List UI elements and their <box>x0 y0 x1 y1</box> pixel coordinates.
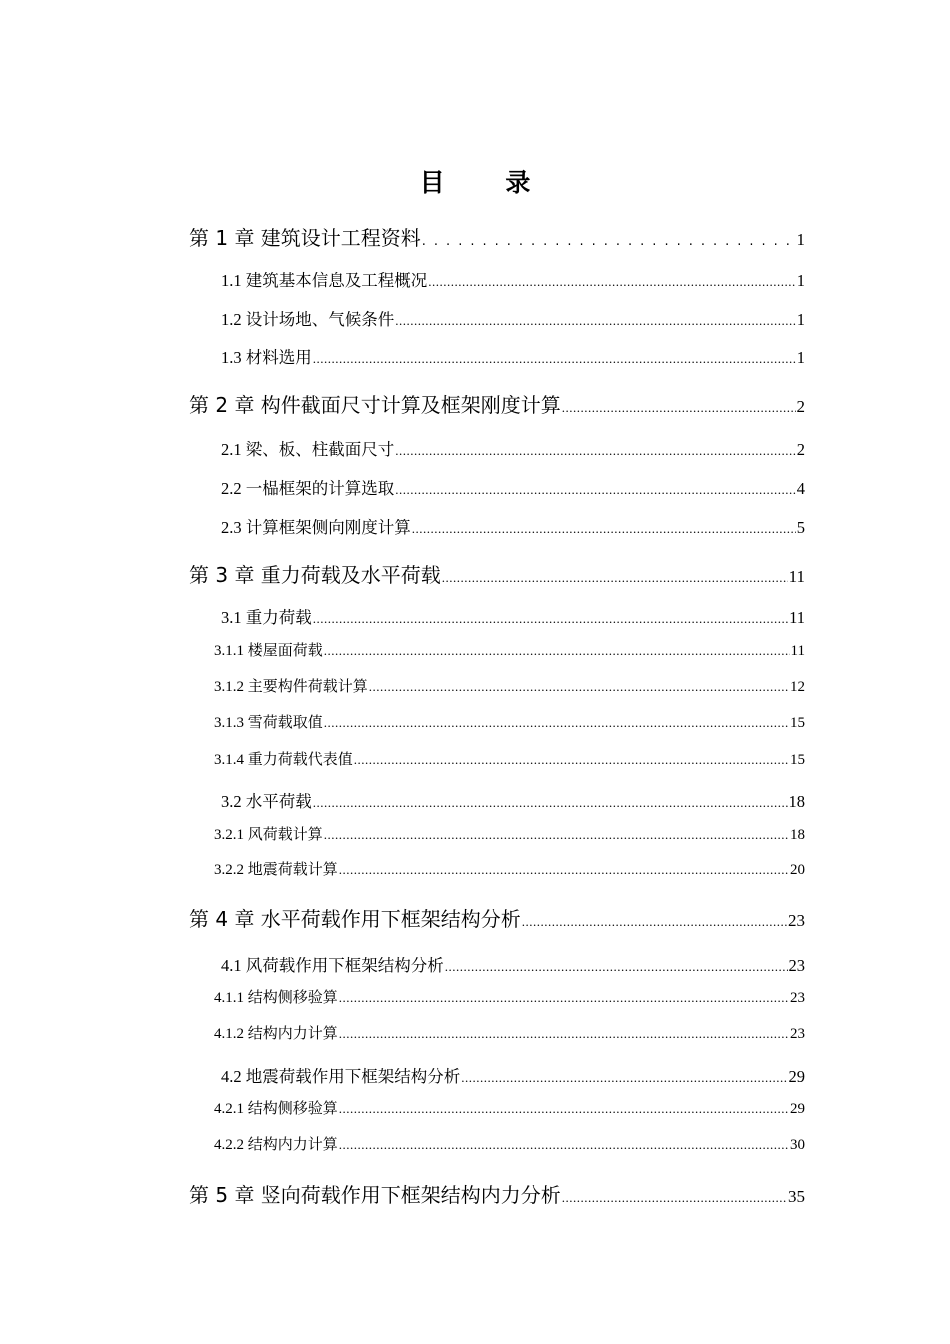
dot-leader <box>339 1137 789 1153</box>
dot-leader <box>395 443 796 459</box>
toc-entry-label: 3.1.4 重力荷载代表值 <box>214 752 353 768</box>
toc-entry-subsection[interactable] <box>214 1097 805 1118</box>
toc-entry-page-number: 1 <box>796 348 805 367</box>
toc-entry-chapter[interactable] <box>189 389 805 418</box>
toc-entry-page-number: 23 <box>790 1026 805 1042</box>
dot-leader <box>339 1101 789 1117</box>
toc-entry-chapter[interactable] <box>189 222 805 251</box>
dot-leader <box>369 679 789 695</box>
toc-entry-page-number: 2 <box>796 440 805 459</box>
dot-leader <box>313 795 788 811</box>
toc-entry-label: 3.1.3 雪荷载取值 <box>214 715 323 731</box>
dot-leader <box>313 351 796 367</box>
toc-entry-subsection[interactable] <box>214 823 805 844</box>
dot-leader <box>562 1190 787 1206</box>
toc-entry-page-number: 35 <box>788 1187 805 1206</box>
dot-leader <box>428 274 796 290</box>
toc-entry-section[interactable] <box>221 952 805 976</box>
toc-entry-label: 3.1.2 主要构件荷载计算 <box>214 679 368 695</box>
toc-entry-label: 第 1 章 建筑设计工程资料 <box>189 226 421 250</box>
toc-entry-page-number: 11 <box>788 567 805 586</box>
toc-entry-page-number: 1 <box>796 310 805 329</box>
toc-entry-label: 3.1.1 楼屋面荷载 <box>214 643 323 659</box>
toc-entry-page-number: 23 <box>788 911 805 930</box>
dot-leader <box>339 990 789 1006</box>
dot-leader <box>395 313 796 329</box>
toc-entry-label: 第 5 章 竖向荷载作用下框架结构内力分析 <box>189 1183 561 1207</box>
toc-entry-label: 1.1 建筑基本信息及工程概况 <box>221 271 428 290</box>
dot-leader <box>324 715 789 731</box>
toc-entry-label: 4.2 地震荷载作用下框架结构分析 <box>221 1067 461 1086</box>
toc-entry-section[interactable] <box>221 788 805 812</box>
toc-entry-section[interactable] <box>221 344 805 368</box>
dot-leader <box>562 400 796 416</box>
toc-entry-subsection[interactable] <box>214 986 805 1007</box>
dot-leader <box>313 611 788 627</box>
toc-entry-label: 4.1.1 结构侧移验算 <box>214 990 338 1006</box>
dot-leader <box>422 234 796 249</box>
toc-entry-section[interactable] <box>221 475 805 499</box>
dot-leader <box>354 752 789 768</box>
dot-leader <box>339 1026 789 1042</box>
toc-entry-section[interactable] <box>221 604 805 628</box>
dot-leader <box>324 827 789 843</box>
toc-entry-page-number: 11 <box>789 608 805 627</box>
toc-entry-page-number: 30 <box>790 1137 805 1153</box>
dot-leader <box>442 570 788 586</box>
toc-entry-page-number: 20 <box>790 862 805 878</box>
toc-entry-label: 3.1 重力荷载 <box>221 608 312 627</box>
toc-entry-label: 1.3 材料选用 <box>221 348 312 367</box>
toc-entry-label: 2.1 梁、板、柱截面尺寸 <box>221 440 395 459</box>
dot-leader <box>395 482 796 498</box>
toc-entry-label: 3.2.2 地震荷载计算 <box>214 862 338 878</box>
toc-entry-label: 4.2.2 结构内力计算 <box>214 1137 338 1153</box>
toc-entry-subsection[interactable] <box>214 1022 805 1043</box>
toc-entry-page-number: 23 <box>788 956 805 975</box>
toc-entry-label: 4.2.1 结构侧移验算 <box>214 1101 338 1117</box>
toc-entry-page-number: 4 <box>796 479 805 498</box>
toc-entry-label: 1.2 设计场地、气候条件 <box>221 310 395 329</box>
toc-entry-page-number: 1 <box>796 230 805 249</box>
toc-entry-section[interactable] <box>221 306 805 330</box>
toc-entry-subsection[interactable] <box>214 1133 805 1154</box>
toc-entry-chapter[interactable] <box>189 1179 805 1208</box>
dot-leader <box>412 521 796 537</box>
toc-entry-label: 3.2.1 风荷载计算 <box>214 827 323 843</box>
dot-leader <box>522 914 787 930</box>
toc-entry-label: 第 3 章 重力荷载及水平荷载 <box>189 563 441 587</box>
dot-leader <box>445 959 788 975</box>
toc-entry-subsection[interactable] <box>214 639 805 660</box>
toc-entry-page-number: 18 <box>790 827 805 843</box>
toc-entry-page-number: 29 <box>790 1101 805 1117</box>
toc-entry-label: 第 2 章 构件截面尺寸计算及框架刚度计算 <box>189 393 561 417</box>
dot-leader <box>461 1070 787 1086</box>
toc-entry-section[interactable] <box>221 436 805 460</box>
toc-entry-label: 2.2 一榀框架的计算选取 <box>221 479 395 498</box>
toc-entry-label: 3.2 水平荷载 <box>221 792 312 811</box>
toc-entry-label: 4.1 风荷载作用下框架结构分析 <box>221 956 444 975</box>
toc-entry-subsection[interactable] <box>214 748 805 769</box>
toc-entry-section[interactable] <box>221 267 805 291</box>
toc-entry-page-number: 2 <box>796 397 805 416</box>
toc-entry-page-number: 15 <box>790 715 805 731</box>
toc-entry-page-number: 15 <box>790 752 805 768</box>
dot-leader <box>339 862 789 878</box>
toc-entry-subsection[interactable] <box>214 711 805 732</box>
toc-entry-section[interactable] <box>221 514 805 538</box>
toc-entry-label: 第 4 章 水平荷载作用下框架结构分析 <box>189 907 521 931</box>
toc-entry-page-number: 23 <box>790 990 805 1006</box>
toc-entry-page-number: 5 <box>796 518 805 537</box>
toc-entry-chapter[interactable] <box>189 903 805 932</box>
toc-entry-label: 4.1.2 结构内力计算 <box>214 1026 338 1042</box>
toc-entry-page-number: 1 <box>796 271 805 290</box>
toc-entry-subsection[interactable] <box>214 675 805 696</box>
dot-leader <box>324 643 790 659</box>
toc-entry-page-number: 18 <box>788 792 805 811</box>
toc-entry-page-number: 11 <box>790 643 805 659</box>
toc-entry-chapter[interactable] <box>189 559 805 588</box>
toc-entry-section[interactable] <box>221 1063 805 1087</box>
toc-entry-subsection[interactable] <box>214 858 805 879</box>
toc-entry-label: 2.3 计算框架侧向刚度计算 <box>221 518 411 537</box>
toc-entry-page-number: 12 <box>790 679 805 695</box>
toc-title: 目 录 <box>419 168 557 197</box>
toc-entry-page-number: 29 <box>788 1067 805 1086</box>
